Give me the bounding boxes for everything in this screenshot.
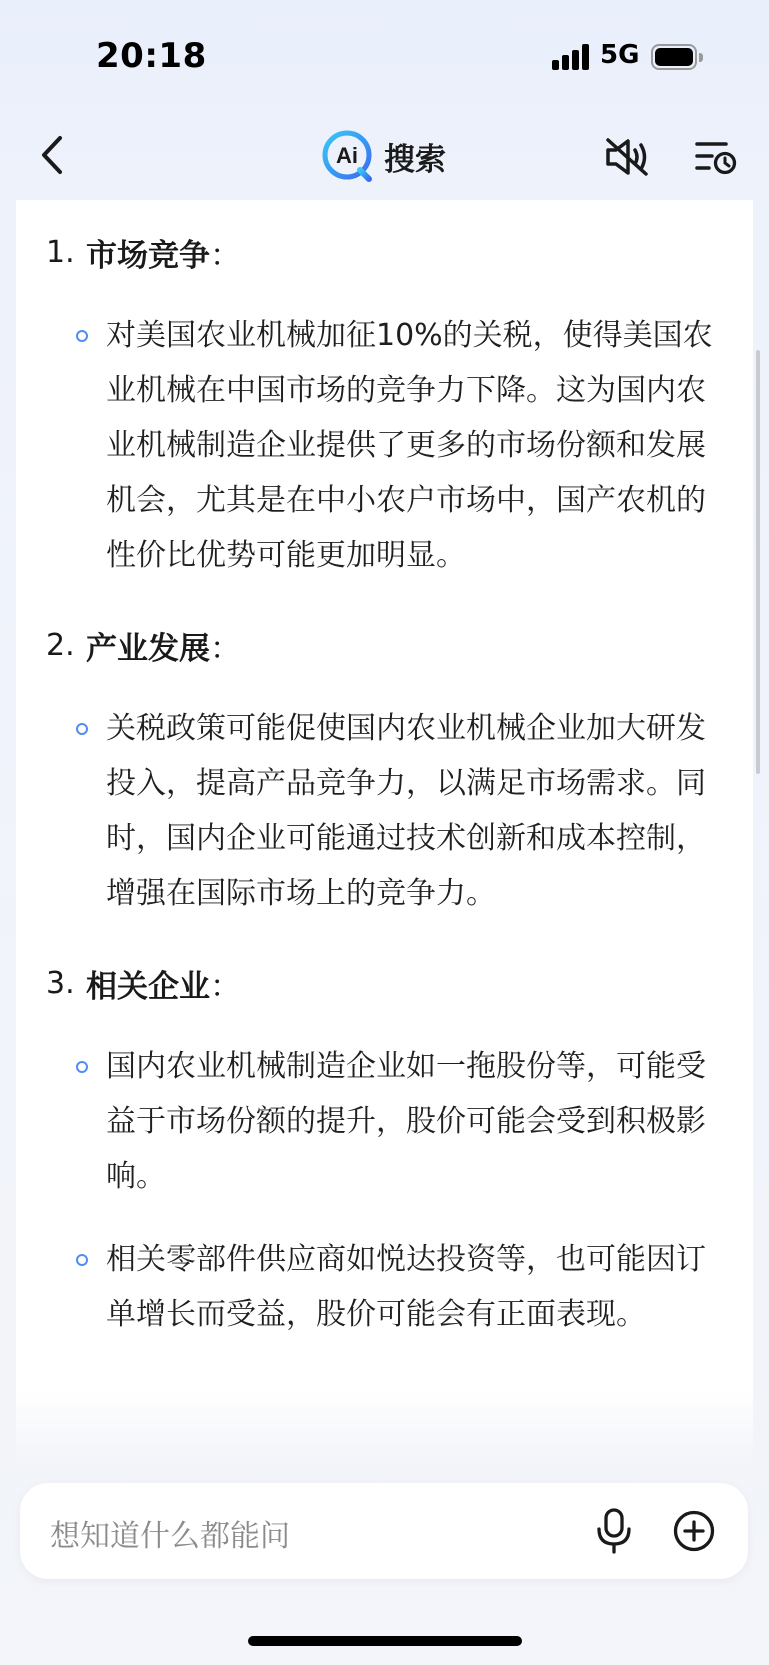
section-heading (46, 224, 753, 280)
nav-bar (0, 110, 769, 200)
mute-button[interactable] (604, 136, 650, 178)
app-brand (320, 130, 446, 182)
back-button[interactable] (34, 132, 74, 178)
history-button[interactable] (694, 138, 738, 176)
query-input-placeholder[interactable]: 想知道什么都能问 (50, 1519, 290, 1554)
bullet-dot-icon (76, 1254, 88, 1266)
section-colon: ： (210, 237, 241, 274)
bullet-text: 国内农业机械制造企业如一拖股份等，可能受益于市场份额的提升，股价可能会受到积极影响。 (106, 1049, 706, 1194)
bullet-item (16, 308, 753, 583)
speaker-muted-icon (604, 136, 650, 178)
bullet-dot-icon (76, 1061, 88, 1073)
voice-input-button[interactable] (592, 1507, 636, 1555)
home-indicator[interactable] (248, 1636, 522, 1646)
answer-section (16, 224, 753, 583)
microphone-icon (592, 1507, 636, 1555)
bullet-text: 关税政策可能促使国内农业机械企业加大研发投入，提高产品竞争力，以满足市场需求。同时，国内企业可能通过技术创新和成本控制，增强在国际市场上的竞争力。 (106, 711, 706, 911)
answer-card (16, 200, 753, 1465)
section-heading (46, 955, 753, 1011)
logo-text: Ai (336, 143, 358, 168)
content-fade (16, 1390, 753, 1465)
query-input-bar[interactable] (20, 1483, 748, 1579)
section-title: 产业发展 (86, 630, 210, 667)
history-list-icon (694, 138, 738, 176)
bullet-item (16, 1039, 753, 1204)
bullet-text: 相关零部件供应商如悦达投资等，也可能因订单增长而受益，股价可能会有正面表现。 (106, 1242, 706, 1332)
section-colon: ： (210, 968, 241, 1005)
content-scrollbar[interactable] (756, 350, 760, 774)
section-number: 2. (46, 627, 75, 663)
section-number: 3. (46, 965, 75, 1001)
chevron-left-icon (34, 132, 74, 178)
ai-search-logo-icon (320, 128, 376, 184)
network-label: 5G (600, 40, 640, 70)
bullet-item (16, 701, 753, 921)
battery-icon (651, 44, 703, 70)
bullet-item (16, 1232, 753, 1342)
answer-content (16, 224, 753, 1376)
section-colon: ： (210, 630, 241, 667)
section-title: 市场竞争 (86, 237, 210, 274)
status-time: 20:18 (96, 36, 207, 76)
page-title: 搜索 (384, 141, 446, 178)
answer-section (16, 955, 753, 1342)
signal-icon (552, 44, 592, 70)
section-title: 相关企业 (86, 968, 210, 1005)
bullet-dot-icon (76, 330, 88, 342)
section-heading (46, 617, 753, 673)
add-button[interactable] (672, 1509, 716, 1553)
section-number: 1. (46, 234, 75, 270)
status-bar (0, 0, 769, 110)
bullet-text: 对美国农业机械加征10%的关税，使得美国农业机械在中国市场的竞争力下降。这为国内农业机械制造企业提供了更多的市场份额和发展机会，尤其是在中小农户市场中，国产农机的性价比优势可能更加明显。 (106, 318, 713, 573)
plus-circle-icon (672, 1509, 716, 1553)
answer-section (16, 617, 753, 921)
bullet-dot-icon (76, 723, 88, 735)
